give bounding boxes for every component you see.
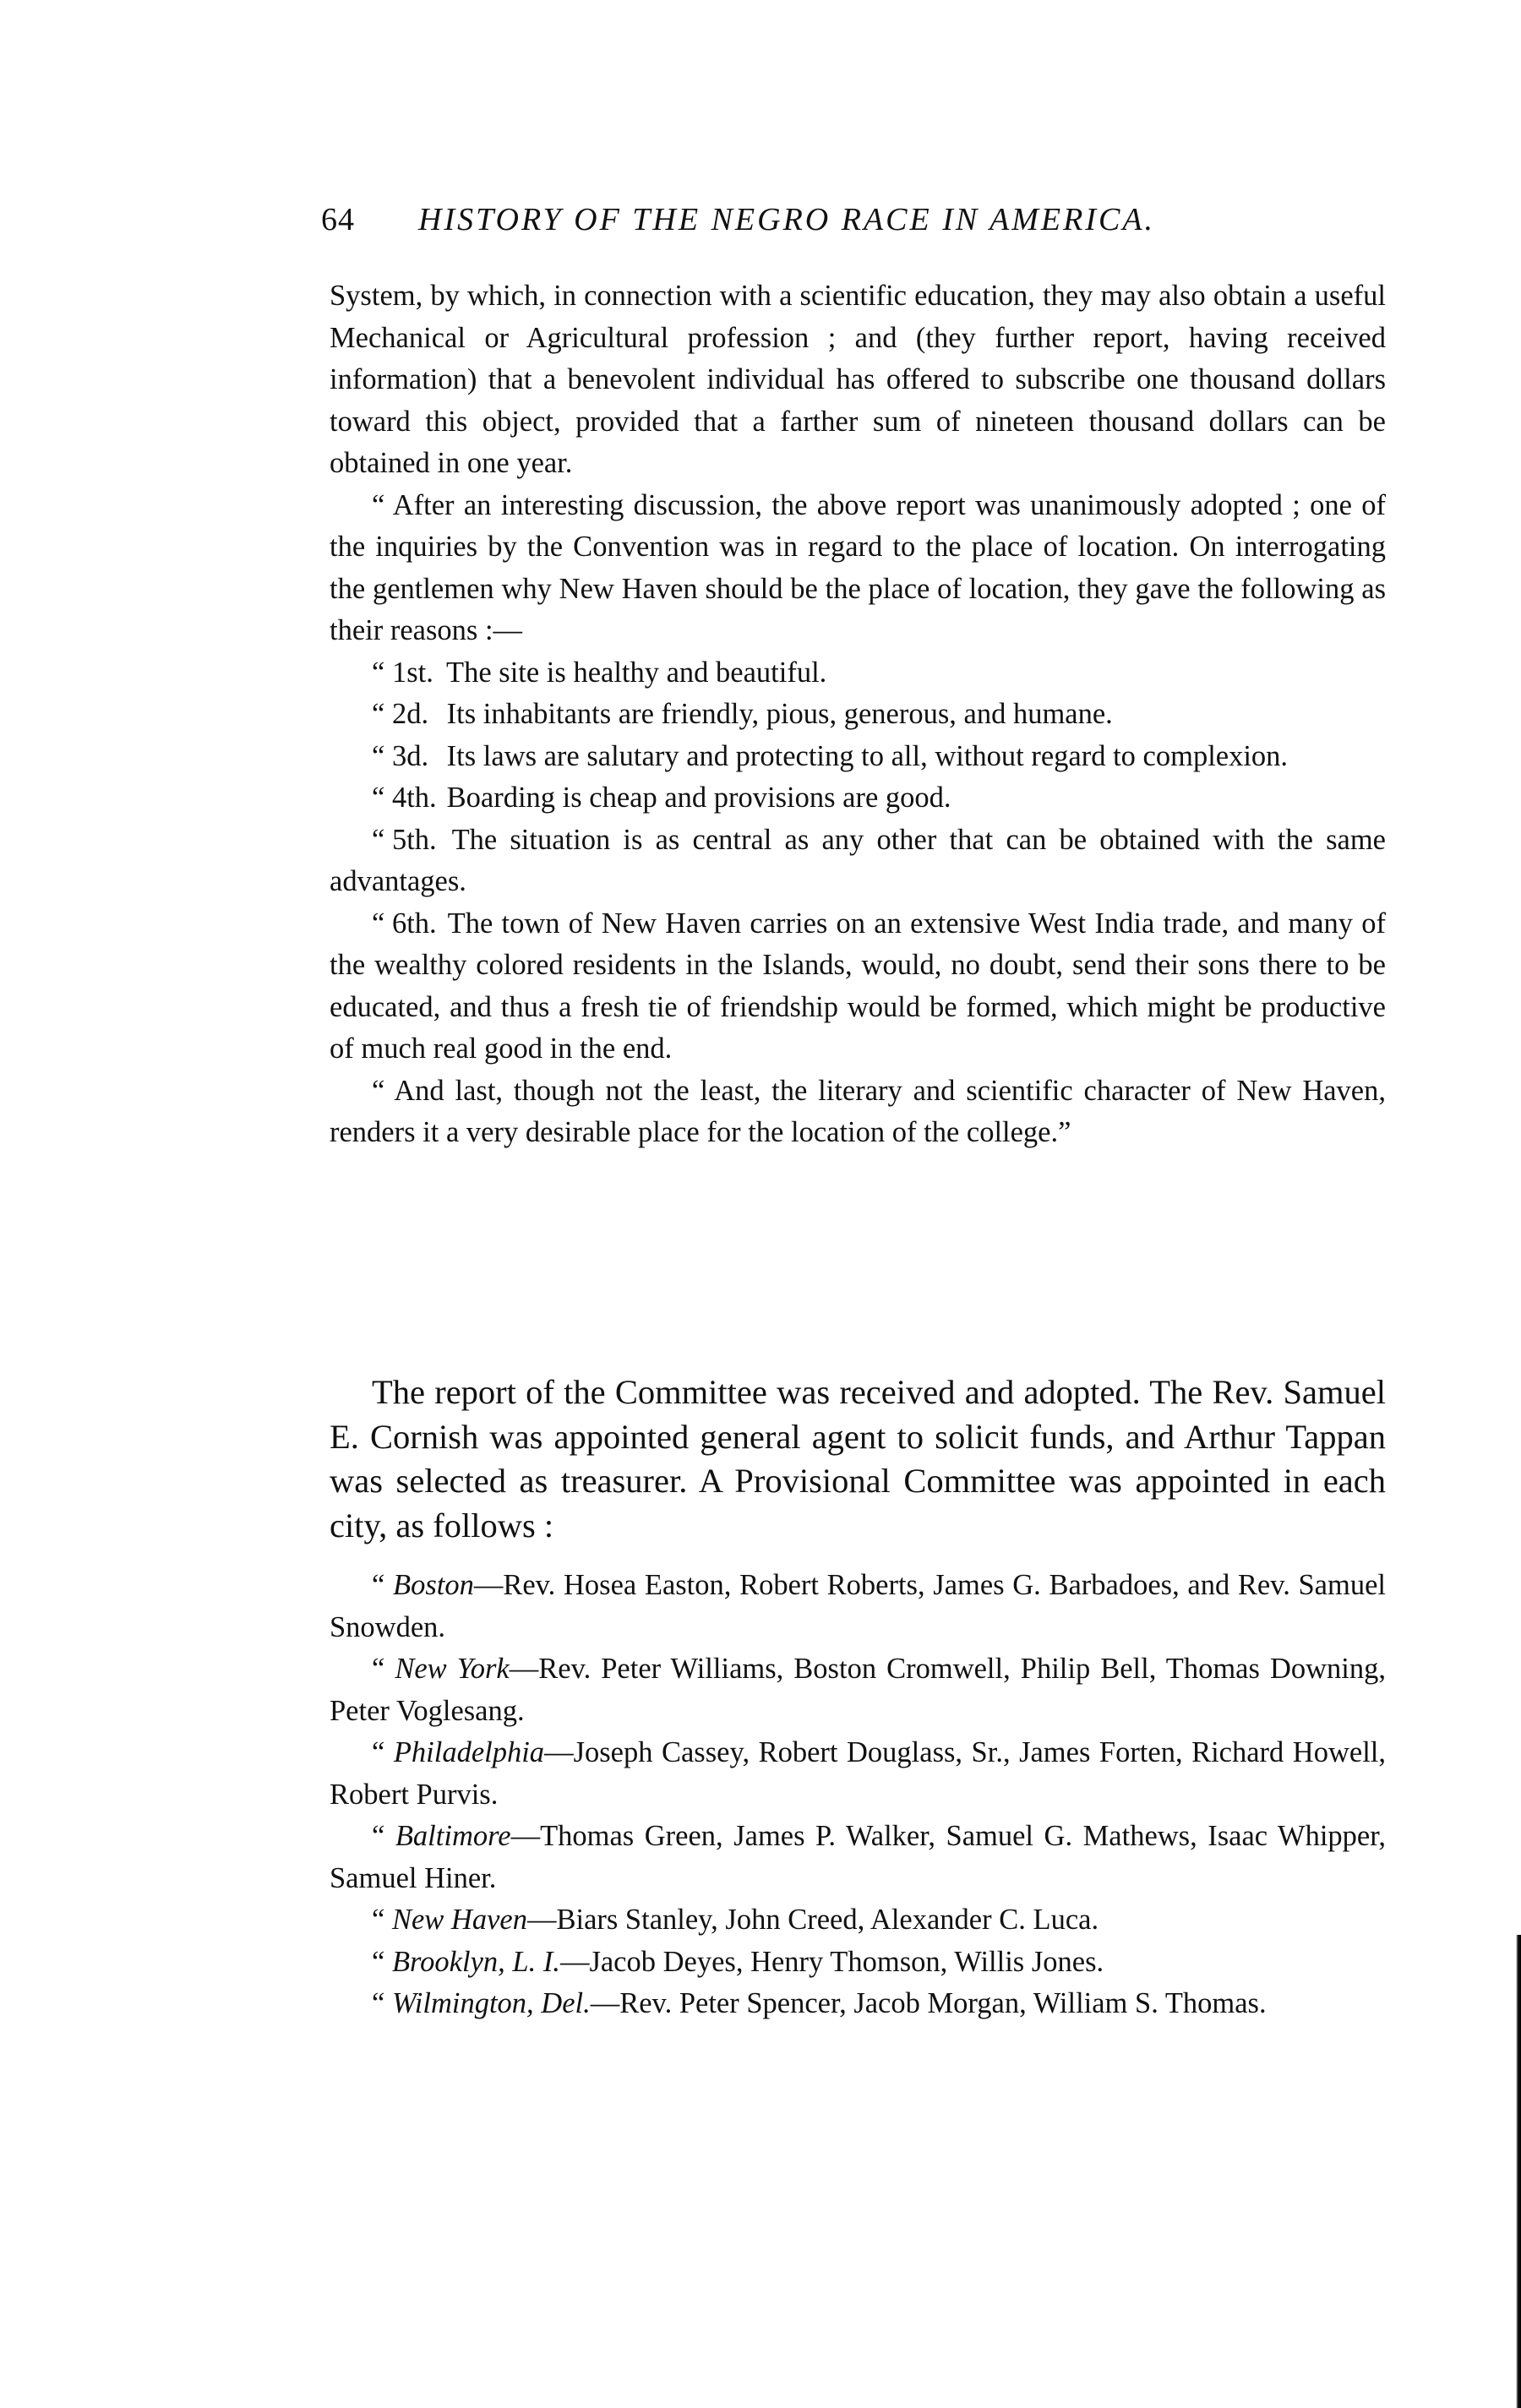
- page-number: 64: [321, 202, 355, 237]
- narrative-paragraph: The report of the Committee was received and adopted. The Rev. Samuel E. Cornish was appointed general agent to solicit funds, and Arthur Tappan was selected as treasurer. A Provisional Committee was appointed in each city, as follows :: [330, 1373, 1386, 1544]
- report-paragraph-2: “ After an interesting discussion, the above report was unanimously adopted ; one of the inquiries by the Convention was in regard to the place of location. On interrogating the gentlemen why New Haven should be the place of location, they gave the following as their reasons :—: [330, 488, 1386, 646]
- reason-number: “ 4th.: [372, 782, 437, 814]
- open-quote: “: [372, 1945, 392, 1978]
- committee-members: —Joseph Cassey, Robert Douglass, Sr., James Forten, Richard Howell, Robert Purvis.: [330, 1736, 1386, 1811]
- committee-city: Philadelphia: [393, 1736, 545, 1768]
- committee-city: New York: [395, 1653, 510, 1685]
- reason-text: The site is healthy and beautiful.: [446, 656, 827, 689]
- reason-text: The town of New Haven carries on an extensive West India trade, and many of the wealthy colored residents in the Islands, would, no doubt, send their sons there to be educated, and thus a fresh tie of friendship would be formed, which might be productive of much real good in the end.: [330, 907, 1386, 1065]
- reason-number: “ 3d.: [372, 739, 429, 772]
- reason-text: The situation is as central as any other that can be obtained with the same advantages.: [330, 823, 1386, 897]
- committee-members: —Jacob Deyes, Henry Thomson, Willis Jones.: [559, 1945, 1104, 1978]
- committee-city: Baltimore: [395, 1820, 511, 1852]
- reason-text: Its inhabitants are friendly, pious, generous, and humane.: [446, 698, 1113, 730]
- report-closing: “ And last, though not the least, the literary and scientific character of New Haven, renders it a very desirable place for the location of the college.”: [330, 1074, 1386, 1148]
- committee-list: [330, 1565, 1386, 2025]
- committee-members: —Thomas Green, James P. Walker, Samuel G. Mathews, Isaac Whipper, Samuel Hiner.: [330, 1820, 1386, 1894]
- open-quote: “: [372, 1653, 395, 1685]
- report-paragraph-1: System, by which, in connection with a scientific education, they may also obtain a useful Mechanical or Agricultural profession ; and (they further report, having received information) that a benevolent individual has offered to subscribe one thousand dollars toward this object, provided that a farther sum of nineteen thousand dollars can be obtained in one year.: [330, 280, 1386, 479]
- committee-members: —Rev. Peter Williams, Boston Cromwell, Philip Bell, Thomas Downing, Peter Voglesang.: [330, 1653, 1386, 1727]
- reason-item: [330, 652, 1386, 695]
- reason-item: [330, 736, 1386, 778]
- quoted-report: [330, 275, 1386, 1154]
- committee-entry: [330, 1732, 1386, 1816]
- committee-entry: [330, 1983, 1386, 2025]
- committee-city: Boston: [393, 1569, 474, 1601]
- reason-item: [330, 694, 1386, 736]
- open-quote: “: [372, 1736, 394, 1768]
- committee-members: —Biars Stanley, John Creed, Alexander C. Luca.: [526, 1904, 1099, 1936]
- running-title: HISTORY OF THE NEGRO RACE IN AMERICA.: [418, 202, 1156, 237]
- open-quote: “: [372, 1820, 395, 1852]
- committee-entry: [330, 1942, 1386, 1984]
- reason-item: [330, 777, 1386, 820]
- reason-number: “ 2d.: [372, 698, 429, 730]
- open-quote: “: [372, 1569, 393, 1601]
- committee-members: —Rev. Peter Spencer, Jacob Morgan, William S. Thomas.: [590, 1987, 1267, 2019]
- committee-city: Wilmington, Del.: [391, 1987, 591, 2019]
- reason-number: “ 1st.: [372, 656, 433, 689]
- committee-entry: [330, 1565, 1386, 1648]
- reason-item: [330, 903, 1386, 1071]
- reason-text: Its laws are salutary and protecting to all, without regard to complexion.: [446, 739, 1289, 772]
- reason-number: “ 5th.: [372, 823, 437, 856]
- committee-entry: [330, 1816, 1386, 1899]
- open-quote: “: [372, 1904, 392, 1936]
- committee-city: Brooklyn, L. I.: [391, 1945, 560, 1978]
- reason-item: [330, 820, 1386, 903]
- committee-entry: [330, 1648, 1386, 1732]
- reason-text: Boarding is cheap and provisions are good.: [446, 782, 951, 814]
- open-quote: “: [372, 1987, 392, 2019]
- page-header: [321, 201, 1403, 252]
- committee-entry: [330, 1899, 1386, 1942]
- committee-city: New Haven: [391, 1904, 527, 1936]
- committee-members: —Rev. Hosea Easton, Robert Roberts, James G. Barbadoes, and Rev. Samuel Snowden.: [330, 1569, 1386, 1643]
- narrative-block: [330, 1370, 1386, 1548]
- reason-number: “ 6th.: [372, 907, 437, 940]
- page-edge-shadow: [1516, 1935, 1521, 2408]
